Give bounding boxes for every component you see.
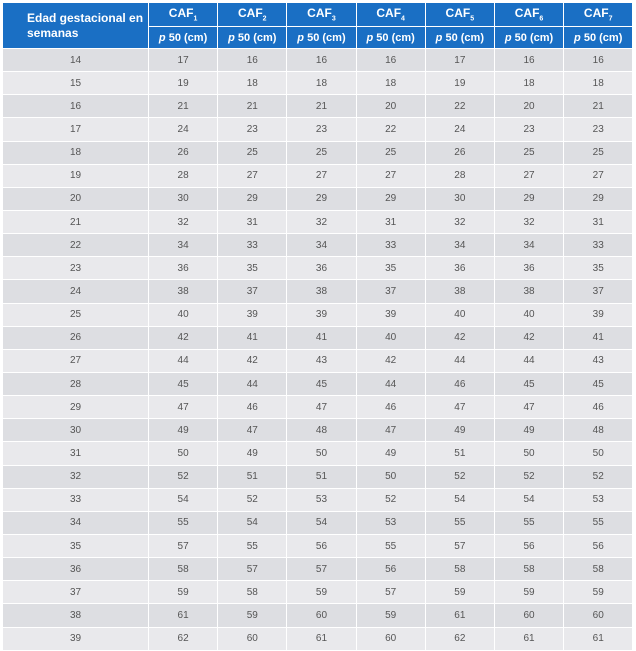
value-cell: 21: [564, 95, 633, 118]
value-cell: 45: [564, 372, 633, 395]
week-cell: 22: [3, 234, 149, 257]
column-header-subscript: 2: [262, 15, 267, 23]
value-cell: 51: [287, 465, 356, 488]
week-cell: 17: [3, 118, 149, 141]
value-cell: 45: [149, 372, 218, 395]
table-row: [3, 534, 633, 557]
value-cell: 52: [494, 465, 563, 488]
value-cell: 50: [287, 442, 356, 465]
unit-label: 50 (cm): [307, 31, 346, 44]
value-cell: 52: [218, 488, 287, 511]
value-cell: 48: [287, 419, 356, 442]
table-row: [3, 396, 633, 419]
value-cell: 25: [356, 141, 425, 164]
unit-percentile-symbol: p: [228, 31, 235, 44]
value-cell: 22: [356, 118, 425, 141]
week-cell: 18: [3, 141, 149, 164]
value-cell: 27: [356, 164, 425, 187]
unit-percentile-symbol: p: [158, 31, 166, 44]
week-cell: 26: [3, 326, 149, 349]
value-cell: 57: [287, 558, 356, 581]
unit-label: 50 (cm): [168, 31, 208, 44]
value-cell: 60: [494, 604, 563, 627]
value-cell: 46: [218, 396, 287, 419]
value-cell: 47: [287, 396, 356, 419]
week-cell: 39: [3, 627, 149, 650]
value-cell: 56: [287, 534, 356, 557]
value-cell: 44: [149, 349, 218, 372]
value-cell: 19: [425, 72, 494, 95]
week-cell: 31: [3, 442, 149, 465]
value-cell: 31: [356, 210, 425, 233]
value-cell: 16: [356, 49, 425, 72]
value-cell: 35: [564, 257, 633, 280]
unit-header-cell: [356, 27, 425, 49]
column-header-subscript: 5: [470, 15, 475, 23]
value-cell: 21: [149, 95, 218, 118]
value-cell: 60: [564, 604, 633, 627]
week-cell: 16: [3, 95, 149, 118]
week-cell: 28: [3, 372, 149, 395]
table-row: [3, 465, 633, 488]
column-header-base: CAF: [376, 6, 402, 21]
value-cell: 62: [425, 627, 494, 650]
value-cell: 55: [425, 511, 494, 534]
value-cell: 40: [425, 303, 494, 326]
week-cell: 20: [3, 187, 149, 210]
column-header-base: CAF: [583, 6, 609, 21]
value-cell: 32: [287, 210, 356, 233]
value-cell: 27: [494, 164, 563, 187]
value-cell: 60: [287, 604, 356, 627]
value-cell: 23: [218, 118, 287, 141]
value-cell: 43: [287, 349, 356, 372]
table-body: [3, 49, 633, 651]
value-cell: 58: [564, 558, 633, 581]
value-cell: 55: [218, 534, 287, 557]
value-cell: 50: [494, 442, 563, 465]
value-cell: 33: [564, 234, 633, 257]
value-cell: 32: [494, 210, 563, 233]
value-cell: 46: [356, 396, 425, 419]
column-header-caf5: [425, 3, 494, 27]
table-row: [3, 164, 633, 187]
unit-percentile-symbol: p: [504, 31, 512, 44]
value-cell: 52: [564, 465, 633, 488]
unit-percentile-symbol: p: [435, 31, 443, 44]
value-cell: 33: [218, 234, 287, 257]
table-row: [3, 187, 633, 210]
unit-percentile-symbol: p: [366, 31, 374, 44]
value-cell: 18: [218, 72, 287, 95]
value-cell: 21: [287, 95, 356, 118]
value-cell: 52: [149, 465, 218, 488]
value-cell: 26: [149, 141, 218, 164]
table-row: [3, 419, 633, 442]
column-header-caf4: [356, 3, 425, 27]
table-row: [3, 488, 633, 511]
value-cell: 52: [425, 465, 494, 488]
unit-header-cell: [149, 27, 218, 49]
value-cell: 25: [218, 141, 287, 164]
unit-label: 50 (cm): [445, 31, 484, 44]
value-cell: 61: [149, 604, 218, 627]
value-cell: 29: [287, 187, 356, 210]
value-cell: 52: [356, 488, 425, 511]
table-row: [3, 72, 633, 95]
value-cell: 42: [494, 326, 563, 349]
unit-header-cell: [218, 27, 287, 49]
unit-label: 50 (cm): [514, 31, 554, 44]
value-cell: 58: [149, 558, 218, 581]
table-row: [3, 280, 633, 303]
value-cell: 61: [564, 627, 633, 650]
column-header-base: CAF: [168, 6, 194, 21]
column-header-caf1: [149, 3, 218, 27]
column-header-subscript: 3: [331, 15, 336, 23]
value-cell: 18: [564, 72, 633, 95]
value-cell: 50: [356, 465, 425, 488]
value-cell: 40: [356, 326, 425, 349]
value-cell: 46: [564, 396, 633, 419]
value-cell: 49: [494, 419, 563, 442]
table-row: [3, 210, 633, 233]
column-header-subscript: 6: [539, 15, 544, 23]
value-cell: 31: [218, 210, 287, 233]
gestational-age-header: Edad gestacional en semanas: [3, 3, 149, 49]
value-cell: 58: [494, 558, 563, 581]
value-cell: 37: [564, 280, 633, 303]
value-cell: 34: [494, 234, 563, 257]
column-header-caf3: [287, 3, 356, 27]
column-header-subscript: 4: [401, 15, 405, 23]
value-cell: 44: [494, 349, 563, 372]
value-cell: 42: [218, 349, 287, 372]
value-cell: 16: [564, 49, 633, 72]
table-row: [3, 234, 633, 257]
value-cell: 39: [287, 303, 356, 326]
value-cell: 59: [149, 581, 218, 604]
week-cell: 30: [3, 419, 149, 442]
table-row: [3, 118, 633, 141]
value-cell: 30: [149, 187, 218, 210]
value-cell: 39: [218, 303, 287, 326]
value-cell: 37: [356, 280, 425, 303]
value-cell: 45: [287, 372, 356, 395]
value-cell: 17: [425, 49, 494, 72]
value-cell: 59: [494, 581, 563, 604]
value-cell: 48: [564, 419, 633, 442]
value-cell: 25: [564, 141, 633, 164]
value-cell: 58: [425, 558, 494, 581]
column-header-base: CAF: [445, 6, 471, 21]
value-cell: 36: [425, 257, 494, 280]
value-cell: 35: [356, 257, 425, 280]
value-cell: 58: [218, 581, 287, 604]
value-cell: 43: [564, 349, 633, 372]
value-cell: 26: [425, 141, 494, 164]
value-cell: 34: [149, 234, 218, 257]
value-cell: 57: [425, 534, 494, 557]
value-cell: 17: [149, 49, 218, 72]
value-cell: 47: [494, 396, 563, 419]
value-cell: 54: [494, 488, 563, 511]
table-row: [3, 257, 633, 280]
week-cell: 32: [3, 465, 149, 488]
value-cell: 60: [218, 627, 287, 650]
value-cell: 18: [287, 72, 356, 95]
value-cell: 56: [356, 558, 425, 581]
value-cell: 36: [494, 257, 563, 280]
week-cell: 34: [3, 511, 149, 534]
week-cell: 15: [3, 72, 149, 95]
unit-percentile-symbol: p: [574, 31, 581, 44]
value-cell: 41: [218, 326, 287, 349]
value-cell: 16: [494, 49, 563, 72]
value-cell: 50: [149, 442, 218, 465]
value-cell: 32: [149, 210, 218, 233]
table-row: [3, 349, 633, 372]
unit-label: 50 (cm): [376, 31, 415, 44]
table-row: [3, 558, 633, 581]
unit-header-cell: [287, 27, 356, 49]
table-row: [3, 141, 633, 164]
week-cell: 19: [3, 164, 149, 187]
value-cell: 55: [494, 511, 563, 534]
table-row: [3, 95, 633, 118]
value-cell: 30: [425, 187, 494, 210]
value-cell: 16: [218, 49, 287, 72]
value-cell: 18: [494, 72, 563, 95]
value-cell: 36: [287, 257, 356, 280]
value-cell: 60: [356, 627, 425, 650]
value-cell: 33: [356, 234, 425, 257]
value-cell: 57: [149, 534, 218, 557]
unit-header-cell: [494, 27, 563, 49]
value-cell: 62: [149, 627, 218, 650]
value-cell: 61: [494, 627, 563, 650]
value-cell: 49: [149, 419, 218, 442]
value-cell: 42: [356, 349, 425, 372]
column-header-caf7: [564, 3, 633, 27]
value-cell: 51: [218, 465, 287, 488]
value-cell: 47: [149, 396, 218, 419]
table-row: [3, 627, 633, 650]
week-cell: 21: [3, 210, 149, 233]
column-header-caf6: [494, 3, 563, 27]
table-row: [3, 604, 633, 627]
value-cell: 34: [287, 234, 356, 257]
value-cell: 22: [425, 95, 494, 118]
value-cell: 54: [218, 511, 287, 534]
value-cell: 54: [287, 511, 356, 534]
value-cell: 24: [425, 118, 494, 141]
value-cell: 47: [425, 396, 494, 419]
unit-header-cell: [564, 27, 633, 49]
column-header-caf2: [218, 3, 287, 27]
value-cell: 41: [564, 326, 633, 349]
value-cell: 34: [425, 234, 494, 257]
value-cell: 59: [218, 604, 287, 627]
table-header: [3, 3, 633, 49]
value-cell: 44: [356, 372, 425, 395]
value-cell: 28: [149, 164, 218, 187]
week-cell: 25: [3, 303, 149, 326]
table-row: [3, 303, 633, 326]
value-cell: 18: [356, 72, 425, 95]
value-cell: 27: [218, 164, 287, 187]
value-cell: 61: [287, 627, 356, 650]
value-cell: 38: [287, 280, 356, 303]
value-cell: 31: [564, 210, 633, 233]
value-cell: 23: [494, 118, 563, 141]
value-cell: 23: [287, 118, 356, 141]
table-row: [3, 372, 633, 395]
value-cell: 47: [356, 419, 425, 442]
value-cell: 37: [218, 280, 287, 303]
value-cell: 51: [425, 442, 494, 465]
value-cell: 50: [564, 442, 633, 465]
caf-percentile-table: [2, 2, 633, 651]
value-cell: 42: [149, 326, 218, 349]
value-cell: 59: [356, 604, 425, 627]
value-cell: 23: [564, 118, 633, 141]
value-cell: 39: [356, 303, 425, 326]
value-cell: 25: [494, 141, 563, 164]
value-cell: 49: [425, 419, 494, 442]
week-cell: 23: [3, 257, 149, 280]
value-cell: 40: [149, 303, 218, 326]
value-cell: 41: [287, 326, 356, 349]
unit-header-cell: [425, 27, 494, 49]
table-row: [3, 326, 633, 349]
value-cell: 19: [149, 72, 218, 95]
value-cell: 25: [287, 141, 356, 164]
value-cell: 57: [356, 581, 425, 604]
value-cell: 36: [149, 257, 218, 280]
value-cell: 29: [494, 187, 563, 210]
week-cell: 24: [3, 280, 149, 303]
value-cell: 16: [287, 49, 356, 72]
unit-label: 50 (cm): [237, 31, 277, 44]
value-cell: 40: [494, 303, 563, 326]
value-cell: 55: [564, 511, 633, 534]
unit-percentile-symbol: p: [297, 31, 305, 44]
column-header-subscript: 1: [193, 15, 198, 23]
week-cell: 14: [3, 49, 149, 72]
value-cell: 29: [356, 187, 425, 210]
value-cell: 24: [149, 118, 218, 141]
week-cell: 36: [3, 558, 149, 581]
value-cell: 38: [494, 280, 563, 303]
value-cell: 55: [149, 511, 218, 534]
value-cell: 57: [218, 558, 287, 581]
value-cell: 53: [564, 488, 633, 511]
unit-label: 50 (cm): [583, 31, 623, 44]
value-cell: 35: [218, 257, 287, 280]
value-cell: 39: [564, 303, 633, 326]
value-cell: 29: [564, 187, 633, 210]
value-cell: 49: [218, 442, 287, 465]
value-cell: 44: [218, 372, 287, 395]
value-cell: 54: [149, 488, 218, 511]
value-cell: 20: [494, 95, 563, 118]
value-cell: 59: [564, 581, 633, 604]
table-row: [3, 511, 633, 534]
value-cell: 56: [494, 534, 563, 557]
value-cell: 46: [425, 372, 494, 395]
table-row: [3, 442, 633, 465]
value-cell: 42: [425, 326, 494, 349]
value-cell: 55: [356, 534, 425, 557]
value-cell: 49: [356, 442, 425, 465]
value-cell: 44: [425, 349, 494, 372]
value-cell: 29: [218, 187, 287, 210]
value-cell: 59: [287, 581, 356, 604]
value-cell: 59: [425, 581, 494, 604]
table-row: [3, 49, 633, 72]
value-cell: 28: [425, 164, 494, 187]
week-cell: 33: [3, 488, 149, 511]
value-cell: 47: [218, 419, 287, 442]
value-cell: 38: [149, 280, 218, 303]
table-row: [3, 581, 633, 604]
value-cell: 56: [564, 534, 633, 557]
value-cell: 54: [425, 488, 494, 511]
week-cell: 27: [3, 349, 149, 372]
value-cell: 27: [287, 164, 356, 187]
value-cell: 27: [564, 164, 633, 187]
column-header-base: CAF: [237, 6, 263, 21]
value-cell: 53: [356, 511, 425, 534]
week-cell: 35: [3, 534, 149, 557]
value-cell: 61: [425, 604, 494, 627]
value-cell: 32: [425, 210, 494, 233]
column-header-subscript: 7: [608, 15, 613, 23]
value-cell: 38: [425, 280, 494, 303]
caf-header-row: [3, 3, 633, 27]
value-cell: 21: [218, 95, 287, 118]
week-cell: 29: [3, 396, 149, 419]
column-header-base: CAF: [307, 6, 332, 21]
column-header-base: CAF: [514, 6, 540, 21]
week-cell: 37: [3, 581, 149, 604]
value-cell: 45: [494, 372, 563, 395]
week-cell: 38: [3, 604, 149, 627]
value-cell: 20: [356, 95, 425, 118]
value-cell: 53: [287, 488, 356, 511]
